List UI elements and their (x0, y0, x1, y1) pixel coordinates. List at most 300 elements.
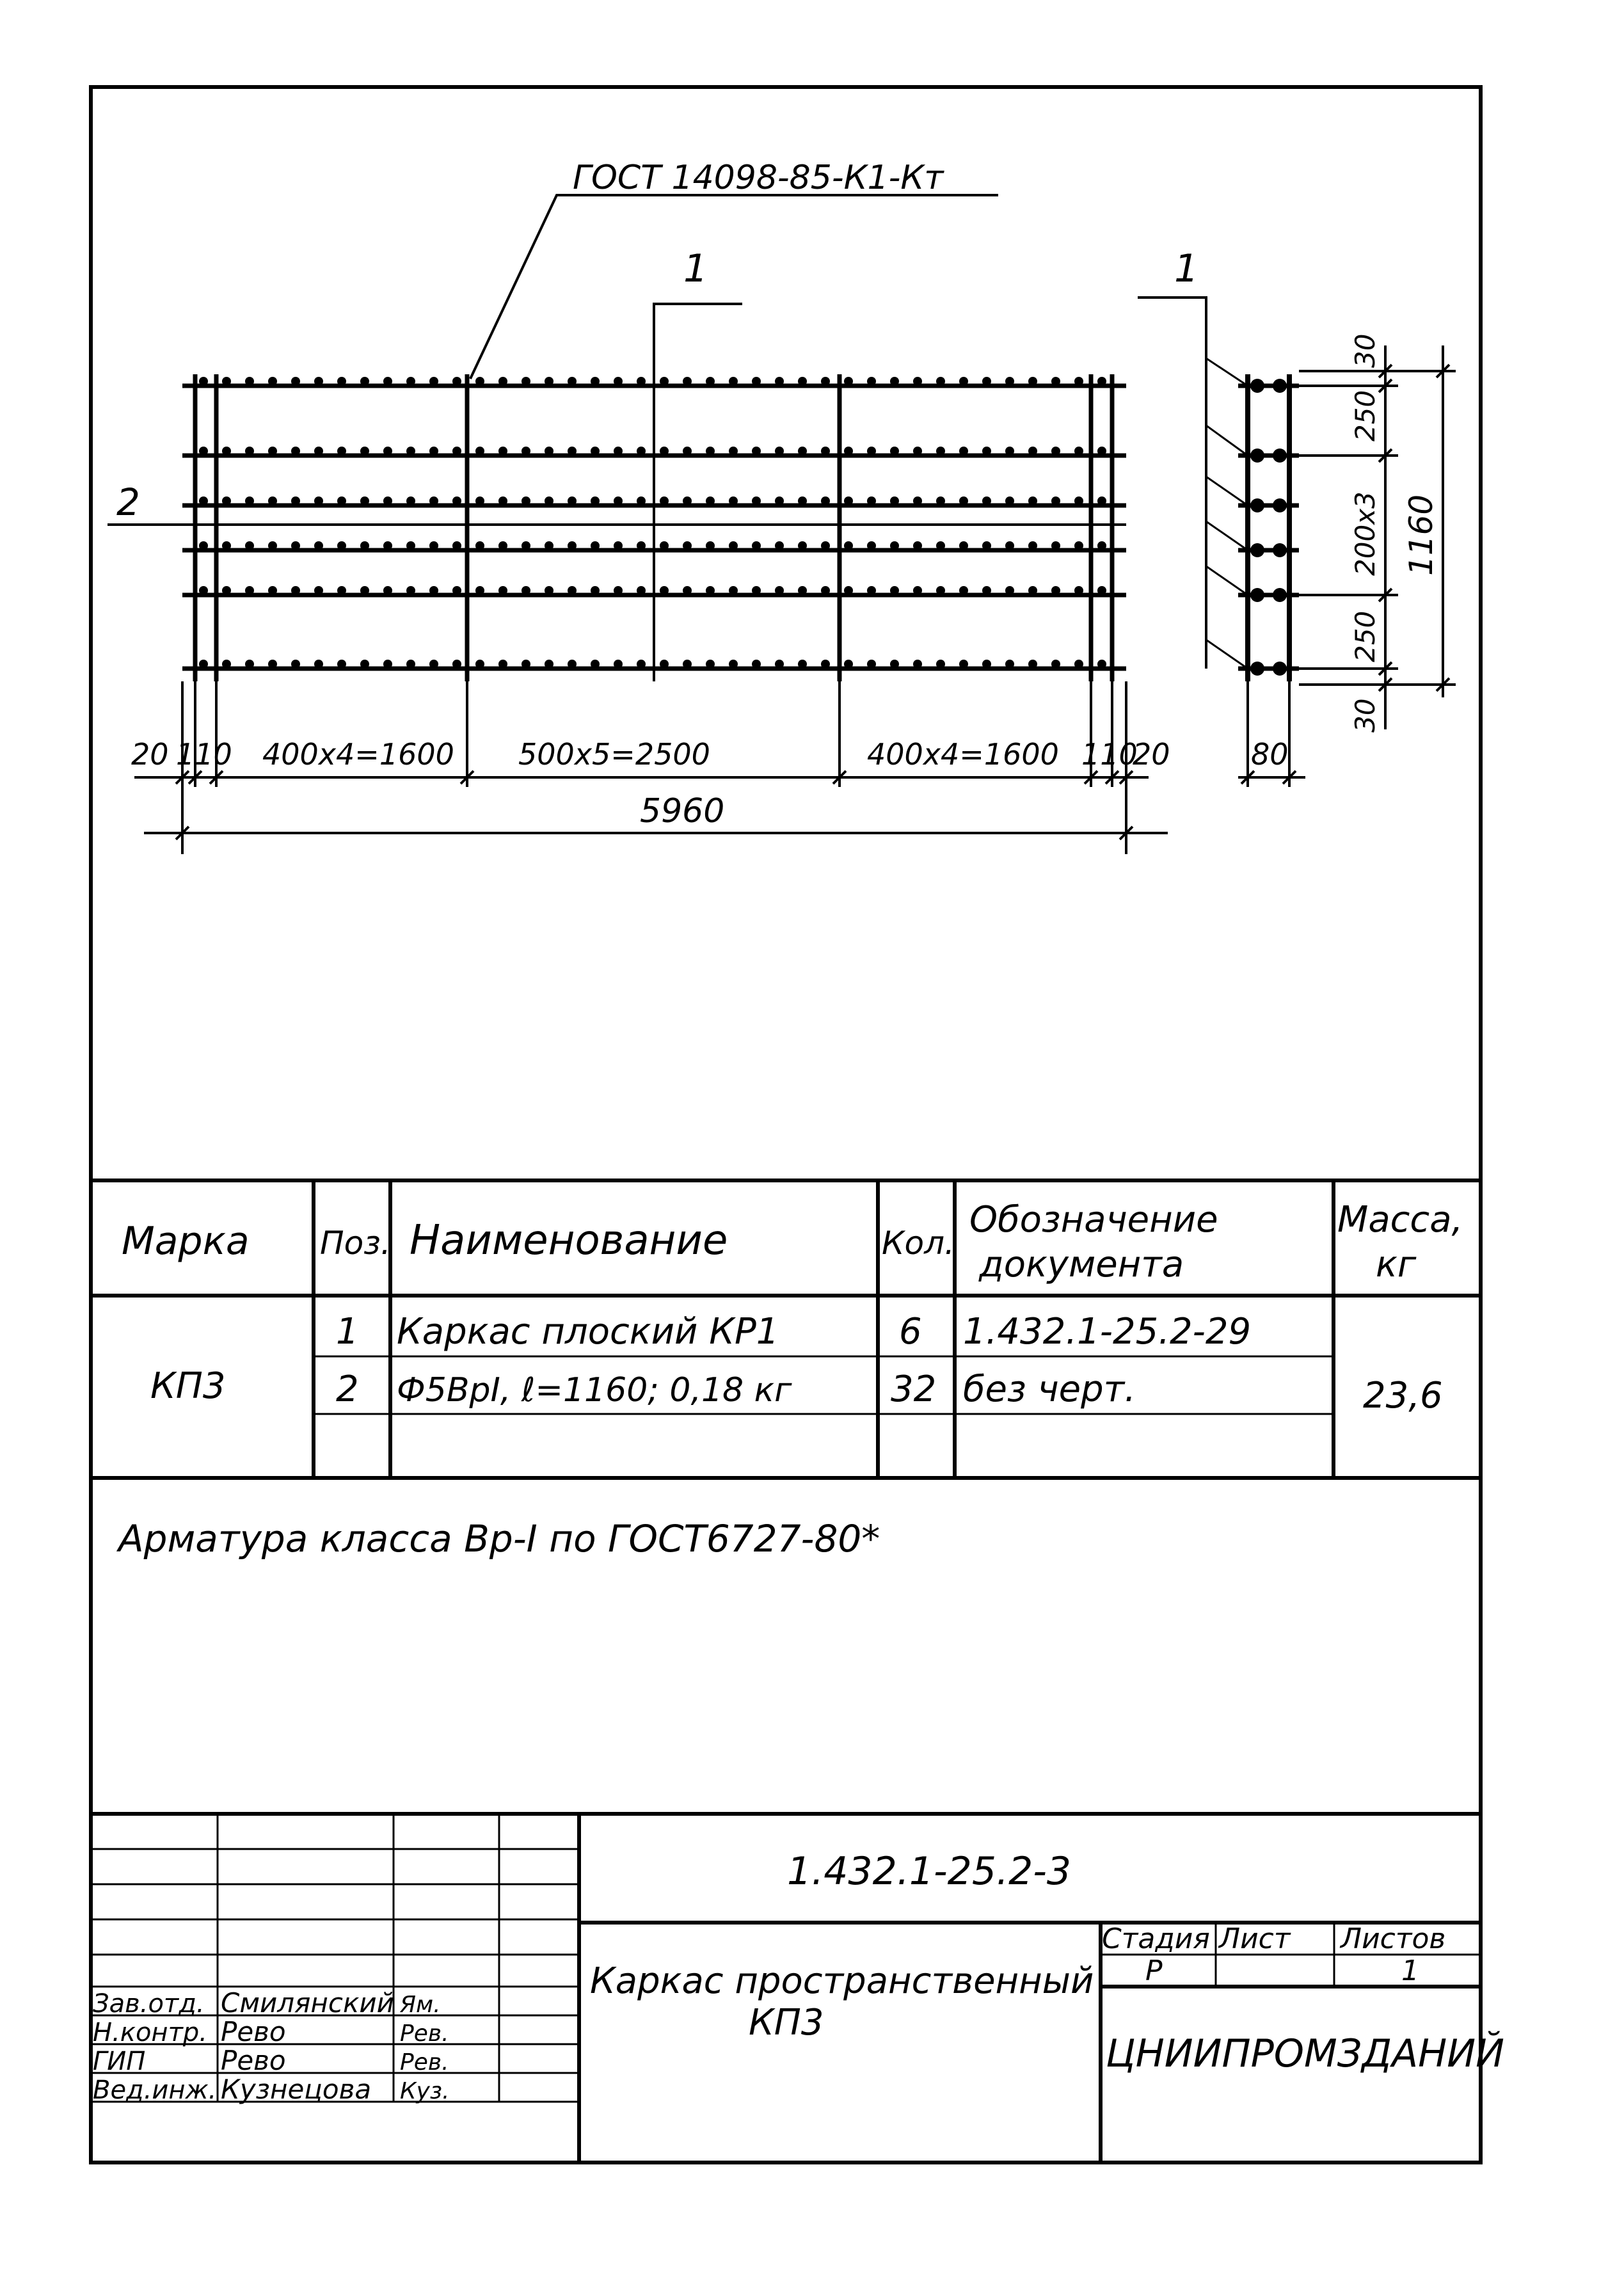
bar-dot (1005, 660, 1014, 669)
bar-dot (383, 496, 392, 505)
staff-1-signature: Ям. (400, 1992, 441, 2018)
position-mark: 2 (116, 480, 140, 524)
bar-dot (452, 660, 461, 669)
bar-dot (844, 541, 853, 550)
dim-side-width: 80 (1251, 737, 1289, 772)
bar-dot (1028, 377, 1037, 386)
bar-dot (591, 447, 600, 456)
bar-dot (844, 660, 853, 669)
bar-dot (1097, 377, 1106, 386)
bar-dot (360, 447, 369, 456)
header-qty: Кол. (882, 1225, 955, 1262)
section-line-side (1138, 298, 1206, 669)
spec-table (91, 1180, 1481, 1478)
bar-dot (752, 377, 761, 386)
bar-dot (798, 660, 807, 669)
dim-400x4-right: 400х4=1600 (867, 737, 1059, 772)
bar-dot (1097, 660, 1106, 669)
bar-dot (199, 447, 208, 456)
bar-dot (591, 541, 600, 550)
bar-dot (1074, 541, 1083, 550)
bar-dot (291, 496, 300, 505)
bar-dot (222, 447, 231, 456)
bar-dot (268, 377, 277, 386)
bar-dot (406, 541, 415, 550)
bar-dot (360, 377, 369, 386)
sheet-label: Лист (1219, 1923, 1291, 1955)
staff-row (93, 1987, 441, 2019)
bar-dot (775, 541, 784, 550)
bar-dot (729, 541, 738, 550)
bar-dot (913, 660, 922, 669)
bar-dot (890, 447, 899, 456)
bar-dot (1005, 541, 1014, 550)
section-mark-side: 1 (1174, 246, 1199, 291)
bar-dot (521, 586, 530, 595)
bar-dot (936, 447, 945, 456)
bar-dot (1074, 660, 1083, 669)
bar-dot (821, 586, 830, 595)
bar-dot (752, 496, 761, 505)
bar-dot (959, 541, 968, 550)
bar-dot (545, 660, 553, 669)
sheet-frame (91, 87, 1481, 2163)
bar-dot (591, 377, 600, 386)
bar-dot (798, 496, 807, 505)
bar-dot (706, 447, 715, 456)
bar-dot (545, 541, 553, 550)
bar-dot (498, 447, 507, 456)
bar-dot (982, 586, 991, 595)
bar-dot (683, 496, 692, 505)
bar-dot (775, 660, 784, 669)
staff-row (93, 2016, 449, 2047)
bar-dot (1051, 496, 1060, 505)
bar-dot (314, 377, 323, 386)
row-2-doc: без черт. (963, 1369, 1136, 1410)
bar-dot (729, 377, 738, 386)
bar-dot (498, 660, 507, 669)
bar-dot (821, 377, 830, 386)
bar-dot (222, 496, 231, 505)
section-line-main (654, 304, 742, 681)
row-1-doc: 1.432.1-25.2-29 (963, 1311, 1252, 1353)
bar-dot (1028, 660, 1037, 669)
bar-dot (890, 496, 899, 505)
bar-dot (844, 377, 853, 386)
bar-dot (936, 660, 945, 669)
bar-dot (1074, 496, 1083, 505)
bar-dot (475, 496, 484, 505)
bar-dot (982, 496, 991, 505)
bar-dot (314, 541, 323, 550)
bar-dot (821, 496, 830, 505)
staff-3-role: ГИП (93, 2047, 146, 2076)
bar-dot (498, 541, 507, 550)
row-1-name: Каркас плоский КР1 (397, 1311, 779, 1353)
staff-2-name: Рево (221, 2016, 286, 2047)
bar-dot (982, 447, 991, 456)
bar-dot (337, 660, 346, 669)
staff-1-name: Смилянский (221, 1987, 394, 2019)
title-line-1: Каркас пространственный (590, 1960, 1094, 2002)
bar-dot (844, 586, 853, 595)
bar-dot (291, 660, 300, 669)
bar-dot (568, 377, 577, 386)
bar-dot (913, 496, 922, 505)
bar-dot (821, 660, 830, 669)
bar-dot (383, 377, 392, 386)
bar-dot (614, 660, 623, 669)
bar-dot (429, 447, 438, 456)
bar-dot (498, 377, 507, 386)
bar-dot (360, 586, 369, 595)
bar-dot (798, 377, 807, 386)
bar-dot (268, 496, 277, 505)
bar-dot (245, 447, 254, 456)
header-pos: Поз. (320, 1225, 391, 1262)
organization: ЦНИИПРОМЗДАНИЙ (1106, 2031, 1505, 2076)
bar-dot (291, 586, 300, 595)
stage-label: Стадия (1102, 1923, 1210, 1955)
bar-dot (936, 541, 945, 550)
bar-dot (844, 447, 853, 456)
dim-right-110: 110 (1081, 737, 1138, 772)
bar-dot (821, 447, 830, 456)
bar-dot (890, 586, 899, 595)
bar-dot (1051, 377, 1060, 386)
bar-dot (521, 541, 530, 550)
bar-dot (337, 496, 346, 505)
bar-dot (798, 586, 807, 595)
bar-dot (637, 496, 646, 505)
bar-dot (429, 660, 438, 669)
bar-dot (614, 447, 623, 456)
bar-dot (1028, 447, 1037, 456)
bar-dot (913, 586, 922, 595)
leader-line (470, 195, 998, 379)
bar-dot (1097, 586, 1106, 595)
bar-dot (1028, 586, 1037, 595)
bar-dot (521, 377, 530, 386)
bar-dot (706, 660, 715, 669)
bar-dot (245, 660, 254, 669)
title-block (91, 1814, 1504, 2163)
bar-dot (452, 377, 461, 386)
bar-dot (245, 541, 254, 550)
staff-3-name: Рево (221, 2045, 286, 2076)
bar-dot (867, 586, 876, 595)
bar-dot (706, 586, 715, 595)
bar-dot (1097, 447, 1106, 456)
bar-dot (959, 660, 968, 669)
bar-dot (982, 541, 991, 550)
bar-dot (429, 541, 438, 550)
dim-500x5: 500х5=2500 (518, 737, 710, 772)
doc-code: 1.432.1-25.2-3 (787, 1849, 1072, 1894)
bar-dot (406, 660, 415, 669)
header-doc-line2: документа (979, 1244, 1184, 1285)
row-2-qty: 32 (891, 1369, 937, 1410)
bar-dot (798, 447, 807, 456)
bar-dot (337, 586, 346, 595)
bar-dot (406, 496, 415, 505)
row-2-name: Ф5ВрI, ℓ=1160; 0,18 кг (397, 1371, 792, 1409)
bar-dot (291, 377, 300, 386)
header-mass-line2: кг (1376, 1244, 1417, 1285)
bar-dot (337, 541, 346, 550)
staff-2-role: Н.контр. (93, 2018, 207, 2047)
bar-dot (1074, 377, 1083, 386)
bar-dot (1005, 447, 1014, 456)
bar-dot (199, 660, 208, 669)
bar-dot (222, 541, 231, 550)
bar-dot (314, 496, 323, 505)
bar-dot (614, 541, 623, 550)
bar-dot (913, 541, 922, 550)
bar-dot (637, 447, 646, 456)
bar-dot (545, 447, 553, 456)
bar-dot (959, 377, 968, 386)
bar-dot (1028, 496, 1037, 505)
bar-dot (660, 586, 669, 595)
bar-dot (752, 541, 761, 550)
bar-dot (245, 496, 254, 505)
bar-dot (245, 377, 254, 386)
dim-side-30-top: 30 (1349, 333, 1381, 368)
bar-dot (545, 586, 553, 595)
bar-dot (268, 586, 277, 595)
staff-4-name: Кузнецова (221, 2074, 372, 2105)
sheets-label: Листов (1341, 1923, 1446, 1955)
bar-dot (268, 541, 277, 550)
bar-dot (890, 541, 899, 550)
bar-dot (406, 447, 415, 456)
bar-dot (683, 541, 692, 550)
bar-dot (1005, 586, 1014, 595)
bar-dot (614, 496, 623, 505)
dim-side-250-top: 250 (1349, 390, 1381, 441)
bar-dot (959, 447, 968, 456)
bar-dot (1028, 541, 1037, 550)
bar-dot (314, 447, 323, 456)
bar-dot (199, 496, 208, 505)
bar-dot (1051, 660, 1060, 669)
bar-dot (683, 660, 692, 669)
bar-dot (913, 377, 922, 386)
bar-dot (706, 541, 715, 550)
bar-dot (660, 660, 669, 669)
bar-dot (1097, 541, 1106, 550)
bar-dot (199, 541, 208, 550)
bar-dot (936, 586, 945, 595)
bar-dot (1074, 447, 1083, 456)
bar-dot (867, 447, 876, 456)
bar-dot (568, 660, 577, 669)
bar-dot (475, 377, 484, 386)
sheets-value: 1 (1401, 1955, 1419, 1987)
bar-dot (406, 586, 415, 595)
bar-dot (637, 586, 646, 595)
cage-elevation (107, 159, 1206, 681)
bar-dot (982, 660, 991, 669)
bar-dot (498, 586, 507, 595)
leader-label: ГОСТ 14098-85-К1-Кт (573, 159, 944, 197)
bar-dot (752, 447, 761, 456)
rebar-note: Арматура класса Вр-I по ГОСТ6727-80* (118, 1517, 880, 1560)
bar-dot (383, 447, 392, 456)
bar-dot (821, 541, 830, 550)
bar-dot (475, 660, 484, 669)
bar-dot (475, 541, 484, 550)
bar-dot (498, 496, 507, 505)
bar-dot (798, 541, 807, 550)
bar-dot (614, 377, 623, 386)
bar-dot (383, 660, 392, 669)
bar-dot (982, 377, 991, 386)
table-row (336, 1369, 1136, 1410)
bar-dot (1051, 586, 1060, 595)
bar-dot (959, 586, 968, 595)
bar-dot (452, 447, 461, 456)
bar-dot (867, 496, 876, 505)
bar-dot (867, 541, 876, 550)
bar-dot (775, 496, 784, 505)
bar-dot (844, 496, 853, 505)
section-view (1206, 334, 1456, 787)
header-mark: Марка (122, 1219, 250, 1264)
bar-dot (199, 377, 208, 386)
bar-dot (1051, 541, 1060, 550)
bar-dot (314, 660, 323, 669)
bar-dot (867, 660, 876, 669)
bar-dot (729, 496, 738, 505)
bar-dot (568, 496, 577, 505)
bar-dot (452, 496, 461, 505)
staff-1-role: Зав.отд. (93, 1989, 205, 2019)
bar-dot (222, 586, 231, 595)
header-name: Наименование (410, 1217, 728, 1264)
bar-dot (360, 541, 369, 550)
bar-dot (545, 496, 553, 505)
section-mark-main: 1 (683, 246, 708, 291)
dimensions-horizontal (131, 681, 1170, 854)
staff-row (93, 2045, 449, 2076)
dim-400x4-left: 400х4=1600 (262, 737, 454, 772)
bar-dot (775, 586, 784, 595)
bar-dot (729, 586, 738, 595)
staff-2-signature: Рев. (400, 2020, 449, 2047)
dim-left-110: 110 (176, 737, 232, 772)
bar-dot (521, 660, 530, 669)
bar-dot (913, 447, 922, 456)
bar-dot (706, 496, 715, 505)
bar-dot (591, 660, 600, 669)
bar-dot (660, 447, 669, 456)
bar-dot (1005, 496, 1014, 505)
bar-dot (936, 496, 945, 505)
dim-side-30-bottom: 30 (1349, 698, 1381, 733)
bar-dot (521, 496, 530, 505)
bar-dot (452, 586, 461, 595)
header-mass-line1: Масса, (1337, 1199, 1463, 1241)
bar-dot (1074, 586, 1083, 595)
bar-dot (660, 541, 669, 550)
bar-dot (545, 377, 553, 386)
dim-side-total: 1160 (1403, 494, 1440, 576)
bar-dot (383, 586, 392, 595)
bar-dot (660, 496, 669, 505)
stage-value: Р (1145, 1955, 1163, 1987)
bar-dot (637, 541, 646, 550)
bar-dot (337, 377, 346, 386)
bar-dot (568, 541, 577, 550)
bar-dot (291, 541, 300, 550)
bar-dot (360, 496, 369, 505)
bar-dot (890, 660, 899, 669)
row-1-qty: 6 (899, 1311, 922, 1353)
bar-dot (683, 447, 692, 456)
bar-dot (729, 660, 738, 669)
bar-dot (729, 447, 738, 456)
bar-dot (775, 447, 784, 456)
header-doc-line1: Обозначение (969, 1199, 1218, 1241)
bar-dot (706, 377, 715, 386)
bar-dot (360, 660, 369, 669)
bar-dot (568, 447, 577, 456)
dim-side-250-bottom: 250 (1349, 610, 1381, 662)
bar-dot (199, 586, 208, 595)
bar-dot (1097, 496, 1106, 505)
row-1-pos: 1 (336, 1311, 359, 1353)
dim-right-20: 20 (1133, 737, 1170, 772)
staff-row (93, 2074, 449, 2105)
bar-dot (291, 447, 300, 456)
staff-4-role: Вед.инж. (93, 2076, 217, 2105)
bar-dot (222, 660, 231, 669)
spec-mark: КП3 (150, 1365, 226, 1407)
bar-dot (683, 586, 692, 595)
bar-dot (337, 447, 346, 456)
staff-3-signature: Рев. (400, 2049, 449, 2076)
bar-dot (429, 377, 438, 386)
bar-dot (475, 447, 484, 456)
bar-dot (775, 377, 784, 386)
bar-dot (752, 586, 761, 595)
bar-dot (637, 377, 646, 386)
row-2-pos: 2 (336, 1369, 359, 1410)
bar-dot (521, 447, 530, 456)
bar-dot (406, 377, 415, 386)
bar-dot (752, 660, 761, 669)
staff-4-signature: Куз. (400, 2078, 450, 2104)
bar-dot (429, 586, 438, 595)
bar-dot (1051, 447, 1060, 456)
bar-dot (568, 586, 577, 595)
bar-dot (890, 377, 899, 386)
spec-mass: 23,6 (1363, 1375, 1443, 1417)
bar-dot (268, 660, 277, 669)
bar-dot (1005, 377, 1014, 386)
bar-dot (936, 377, 945, 386)
bar-dot (475, 586, 484, 595)
bar-dot (245, 586, 254, 595)
bar-dot (429, 496, 438, 505)
bar-dot (383, 541, 392, 550)
bar-dot (683, 377, 692, 386)
bar-dot (959, 496, 968, 505)
bar-dot (268, 447, 277, 456)
